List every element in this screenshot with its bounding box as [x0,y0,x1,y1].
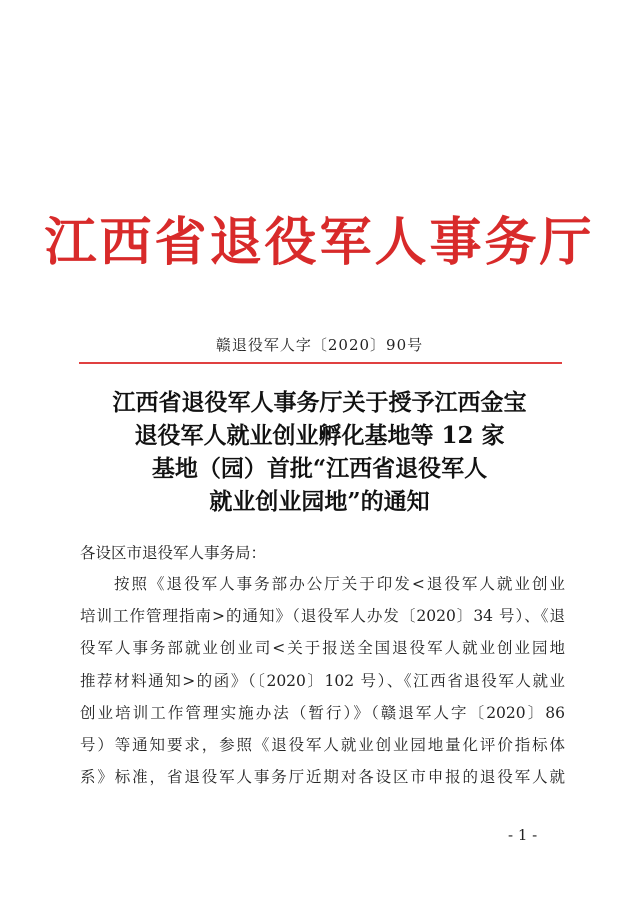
body-line: 推荐材料通知>的函》（〔2020〕102 号）、《江西省退役军人就业 [80,671,565,690]
body-line: 号）等通知要求，参照《退役军人就业创业园地量化评价指标体 [80,736,565,755]
red-separator-line [79,362,562,364]
body-paragraph [80,568,565,793]
body-line: 培训工作管理指南>的通知》（退役军人办发〔2020〕34 号）、《退 [80,607,565,626]
body-line: 系》标准，省退役军人事务厅近期对各设区市申报的退役军人就 [80,768,565,787]
page-number: - 1 - [508,826,538,844]
salutation: 各设区市退役军人事务局： [80,544,267,562]
issuing-organization-title: 江西省退役军人事务厅 [44,212,595,273]
notice-title-line: 江西省退役军人事务厅关于授予江西金宝 [112,389,527,416]
notice-title-line: 就业创业园地”的通知 [209,488,430,515]
notice-title-line: 退役军人就业创业孵化基地等 12 家 [134,422,505,449]
notice-title-line: 基地（园）首批“江西省退役军人 [151,455,488,482]
body-line: 役军人事务部就业创业司<关于报送全国退役军人就业创业园地 [80,639,565,658]
body-line: 按照《退役军人事务部办公厅关于印发<退役军人就业创业 [114,575,565,593]
document-number: 赣退役军人字〔2020〕90号 [215,336,424,354]
body-line: 创业培训工作管理实施办法（暂行）》（赣退军人字〔2020〕86 [80,703,565,722]
notice-title [60,386,579,518]
